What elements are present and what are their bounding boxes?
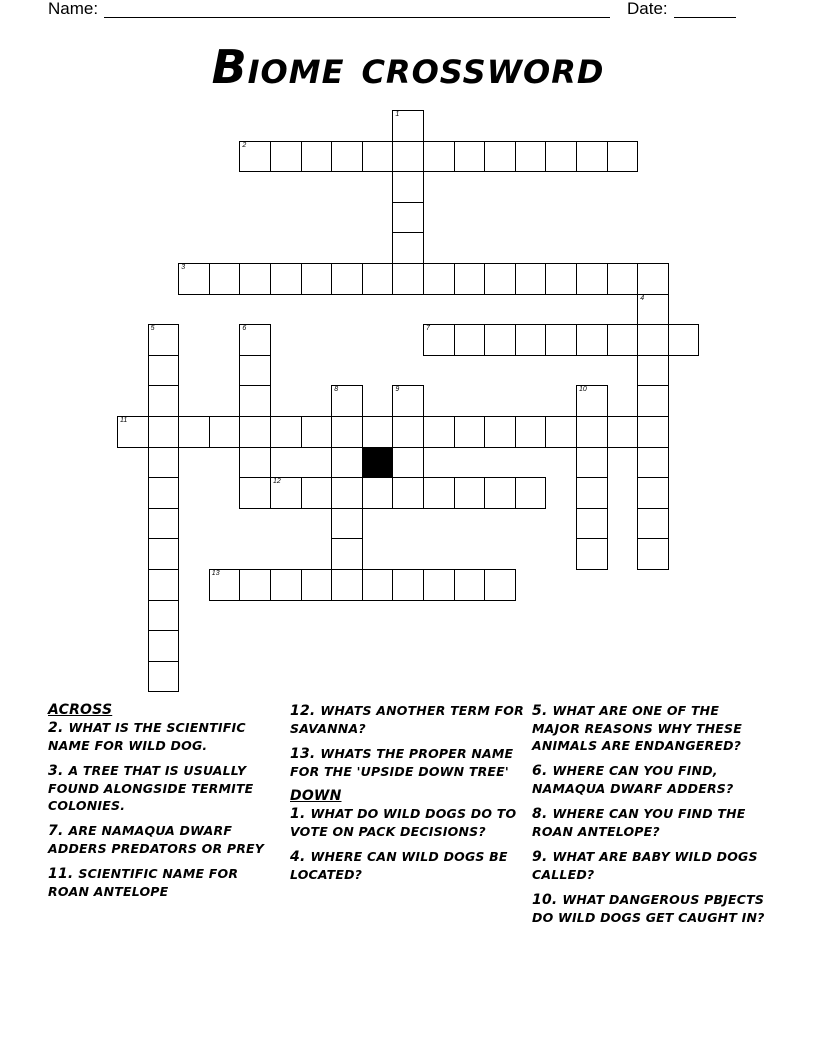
clue-across-7: 7. ARE NAMAQUA DWARF ADDERS PREDATORS OR PREY [48, 823, 265, 856]
grid-cell[interactable] [301, 416, 333, 448]
clue-number: 1 [395, 111, 400, 118]
grid-cell[interactable] [637, 447, 669, 479]
grid-cell[interactable] [576, 263, 608, 295]
grid-cell[interactable] [331, 477, 363, 509]
date-line[interactable] [674, 2, 736, 18]
grid-cell[interactable] [637, 324, 669, 356]
grid-cell[interactable] [239, 141, 271, 173]
grid-cell[interactable] [331, 447, 363, 479]
clue-across-3: 3. A TREE THAT IS USUALLY FOUND ALONGSIDE TERMITE COLONIES. [48, 763, 254, 813]
grid-cell[interactable] [454, 416, 486, 448]
grid-cell[interactable] [576, 477, 608, 509]
grid-cell[interactable] [576, 447, 608, 479]
grid-cell[interactable] [454, 324, 486, 356]
grid-cell[interactable] [178, 263, 210, 295]
grid-cell[interactable] [545, 141, 577, 173]
grid-cell[interactable] [148, 661, 180, 693]
grid-cell[interactable] [576, 538, 608, 570]
grid-cell[interactable] [392, 477, 424, 509]
grid-cell[interactable] [331, 538, 363, 570]
grid-cell[interactable] [148, 324, 180, 356]
across-heading: ACROSS [48, 702, 113, 718]
grid-cell[interactable] [301, 263, 333, 295]
grid-cell[interactable] [607, 324, 639, 356]
grid-cell[interactable] [607, 416, 639, 448]
grid-cell[interactable] [331, 569, 363, 601]
black-square [362, 447, 394, 479]
grid-cell[interactable] [270, 477, 302, 509]
grid-cell[interactable] [515, 416, 547, 448]
clue-number: 8 [334, 386, 339, 394]
grid-cell[interactable] [576, 385, 608, 417]
clues-column-1 [48, 702, 273, 908]
grid-cell[interactable] [637, 416, 669, 448]
grid-cell[interactable] [454, 141, 486, 173]
grid-cell[interactable] [515, 263, 547, 295]
grid-cell[interactable] [392, 202, 424, 234]
clues-column-3 [532, 702, 768, 934]
clue-number: 6 [242, 325, 247, 333]
grid-cell[interactable] [637, 538, 669, 570]
grid-cell[interactable] [148, 447, 180, 479]
down-heading: DOWN [290, 788, 342, 804]
grid-cell[interactable] [239, 569, 271, 601]
grid-cell[interactable] [331, 416, 363, 448]
grid-cell[interactable] [392, 232, 424, 264]
grid-cell[interactable] [423, 569, 455, 601]
grid-cell[interactable] [515, 477, 547, 509]
clue-down-4: 4. WHERE CAN WILD DOGS BE LOCATED? [290, 849, 508, 882]
grid-cell[interactable] [148, 538, 180, 570]
clue-across-12: 12. WHATS ANOTHER TERM FOR SAVANNA? [290, 703, 524, 736]
grid-cell[interactable] [148, 355, 180, 387]
grid-cell[interactable] [637, 508, 669, 540]
grid-cell[interactable] [515, 324, 547, 356]
grid-cell[interactable] [545, 324, 577, 356]
grid-cell[interactable] [148, 630, 180, 662]
clues-column-2 [290, 702, 525, 891]
grid-cell[interactable] [270, 141, 302, 173]
grid-cell[interactable] [423, 416, 455, 448]
grid-cell[interactable] [515, 141, 547, 173]
clue-number: 13 [211, 570, 220, 577]
grid-cell[interactable] [454, 569, 486, 601]
grid-cell[interactable] [270, 416, 302, 448]
page-title: Biome crossword [211, 40, 605, 94]
name-label: Name: [48, 0, 99, 18]
grid-cell[interactable] [239, 324, 271, 356]
grid-cell[interactable] [239, 416, 271, 448]
grid-cell[interactable] [301, 477, 333, 509]
grid-cell[interactable] [637, 385, 669, 417]
grid-cell[interactable] [270, 569, 302, 601]
grid-cell[interactable] [301, 569, 333, 601]
grid-cell[interactable] [484, 477, 516, 509]
grid-cell[interactable] [209, 569, 241, 601]
grid-cell[interactable] [576, 141, 608, 173]
grid-cell[interactable] [423, 324, 455, 356]
grid-cell[interactable] [637, 355, 669, 387]
grid-cell[interactable] [239, 447, 271, 479]
grid-cell[interactable] [637, 294, 669, 326]
grid-cell[interactable] [209, 416, 241, 448]
grid-cell[interactable] [362, 569, 394, 601]
grid-cell[interactable] [148, 600, 180, 632]
grid-cell[interactable] [239, 355, 271, 387]
grid-cell[interactable] [392, 263, 424, 295]
grid-cell[interactable] [423, 263, 455, 295]
clue-number: 3 [181, 264, 186, 271]
clue-down-9: 9. WHAT ARE BABY WILD DOGS CALLED? [532, 849, 758, 882]
grid-cell[interactable] [148, 477, 180, 509]
clue-number: 9 [395, 386, 400, 394]
grid-cell[interactable] [148, 416, 180, 448]
grid-cell[interactable] [392, 110, 424, 142]
grid-cell[interactable] [331, 263, 363, 295]
grid-cell[interactable] [392, 385, 424, 417]
clue-down-8: 8. WHERE CAN YOU FIND THE ROAN ANTELOPE? [532, 806, 746, 839]
clue-number: 2 [242, 141, 247, 149]
date-field[interactable] [627, 0, 736, 18]
grid-cell[interactable] [637, 263, 669, 295]
grid-cell[interactable] [270, 263, 302, 295]
grid-cell[interactable] [331, 141, 363, 173]
grid-cell[interactable] [301, 141, 333, 173]
clue-down-6: 6. WHERE CAN YOU FIND, NAMAQUA DWARF ADDERS? [532, 763, 734, 796]
grid-cell[interactable] [423, 141, 455, 173]
grid-cell[interactable] [331, 508, 363, 540]
clue-across-11: 11. SCIENTIFIC NAME FOR ROAN ANTELOPE [48, 866, 239, 899]
grid-cell[interactable] [392, 171, 424, 203]
name-field[interactable] [48, 0, 610, 18]
grid-cell[interactable] [392, 447, 424, 479]
clue-across-2: 2. WHAT IS THE SCIENTIFIC NAME FOR WILD DOG. [48, 720, 246, 753]
clue-number: 5 [150, 325, 155, 333]
clue-number: 10 [579, 386, 587, 394]
grid-cell[interactable] [178, 416, 210, 448]
grid-cell[interactable] [484, 263, 516, 295]
clue-number: 7 [426, 325, 430, 333]
grid-cell[interactable] [239, 477, 271, 509]
grid-cell[interactable] [454, 263, 486, 295]
grid-cell[interactable] [362, 416, 394, 448]
grid-cell[interactable] [576, 508, 608, 540]
clue-number: 4 [640, 294, 645, 302]
grid-cell[interactable] [148, 569, 180, 601]
grid-cell[interactable] [239, 263, 271, 295]
grid-cell[interactable] [484, 416, 516, 448]
clue-number: 11 [120, 417, 128, 424]
grid-cell[interactable] [392, 569, 424, 601]
grid-cell[interactable] [484, 569, 516, 601]
grid-cell[interactable] [484, 324, 516, 356]
grid-cell[interactable] [392, 416, 424, 448]
clue-down-5: 5. WHAT ARE ONE OF THE MAJOR REASONS WHY THESE ANIMALS ARE ENDANGERED? [532, 703, 742, 753]
grid-cell[interactable] [239, 385, 271, 417]
grid-cell[interactable] [362, 263, 394, 295]
clue-across-13: 13. WHATS THE PROPER NAME FOR THE 'UPSIDE DOWN TREE' [290, 746, 514, 779]
grid-cell[interactable] [392, 141, 424, 173]
grid-cell[interactable] [423, 477, 455, 509]
clue-down-10: 10. WHAT DANGEROUS PBJECTS DO WILD DOGS GET CAUGHT IN? [532, 892, 765, 925]
grid-cell[interactable] [454, 477, 486, 509]
grid-cell[interactable] [148, 385, 180, 417]
grid-cell[interactable] [576, 416, 608, 448]
grid-cell[interactable] [331, 385, 363, 417]
grid-cell[interactable] [668, 324, 700, 356]
grid-cell[interactable] [117, 416, 149, 448]
grid-cell[interactable] [607, 263, 639, 295]
date-label: Date: [627, 0, 668, 18]
grid-cell[interactable] [545, 416, 577, 448]
clue-number: 12 [273, 478, 281, 486]
grid-cell[interactable] [637, 477, 669, 509]
grid-cell[interactable] [362, 477, 394, 509]
name-line[interactable] [104, 2, 610, 18]
grid-cell[interactable] [607, 141, 639, 173]
grid-cell[interactable] [148, 508, 180, 540]
clue-down-1: 1. WHAT DO WILD DOGS DO TO VOTE ON PACK DECISIONS? [290, 806, 517, 839]
grid-cell[interactable] [576, 324, 608, 356]
grid-cell[interactable] [362, 141, 394, 173]
grid-cell[interactable] [484, 141, 516, 173]
grid-cell[interactable] [209, 263, 241, 295]
grid-cell[interactable] [545, 263, 577, 295]
